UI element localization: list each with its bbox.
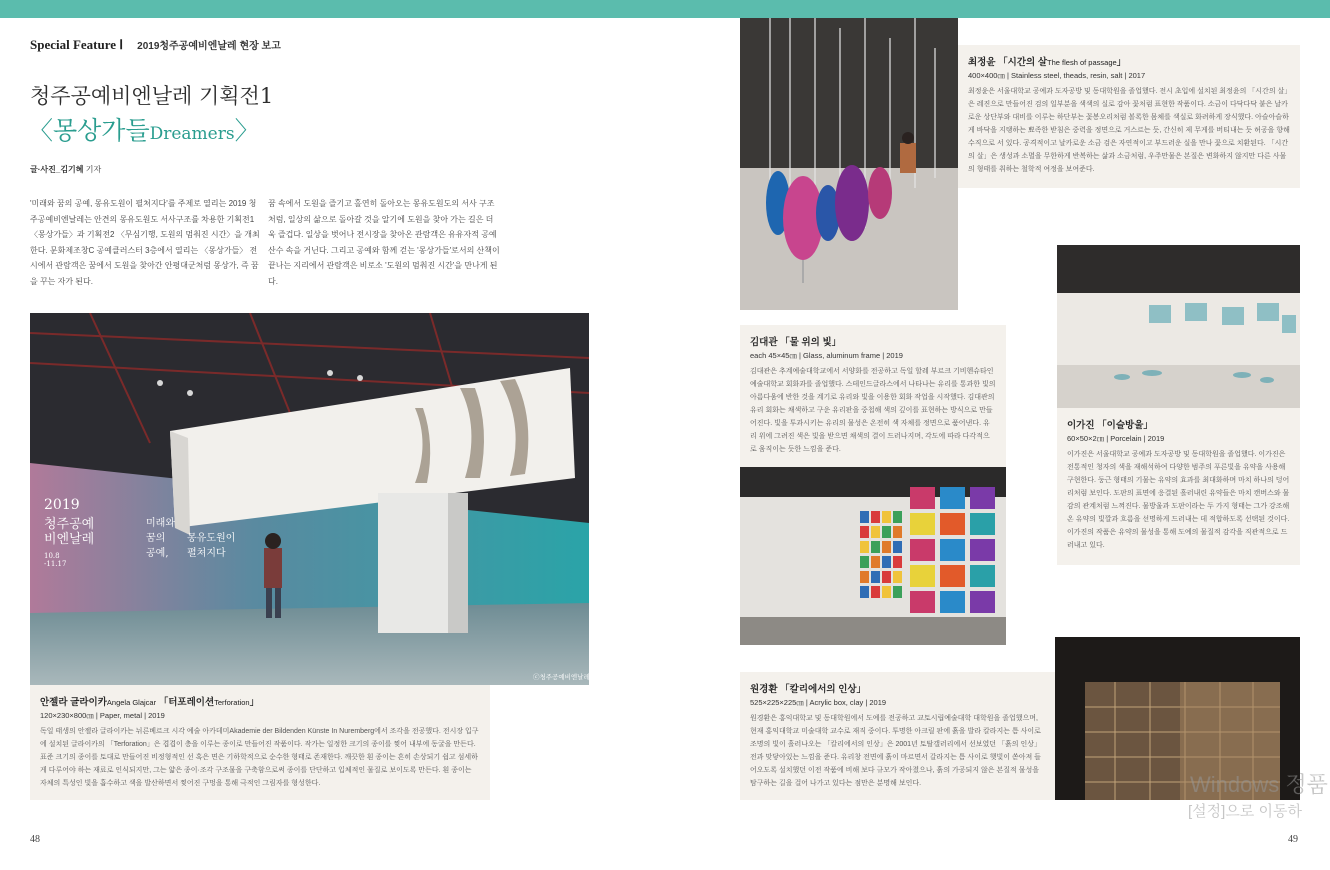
- caption-angela-spec: 120×230×800㎝ | Paper, metal | 2019: [40, 711, 165, 720]
- section-header: [30, 37, 281, 53]
- caption-won-title: 원경환 「칼리에서의 인상」: [750, 684, 867, 695]
- glass-tile: [940, 591, 965, 613]
- top-color-bar: [0, 0, 1330, 18]
- page-number-right: 49: [1288, 834, 1298, 845]
- page-number-left: 48: [30, 834, 40, 845]
- poster-slogan-1: 미래와: [146, 518, 175, 529]
- caption-angela-body: 독일 태생의 안젤라 글라이카는 뉘른베르크 시각 예술 아카데미Akademie der Bildenden Künste In Nuremberg에서 조각을 전공했다. 전시장 입구에 설치된 글라이카의 「Terforation」은 겹겹이 층을 이루는 종이로 만들어진 작품이다. 작가는 일정한 크기의 종이를 찢어 내부에 동굴을 만든다. 표준 크기의 종이를 토대로 만들어진 비정형적인 선 혹은 면은 기하학적으로 순수한 형태로 존재한다. 깨끗한 흰 종이는 흔히 손상되기 쉽고 섬세하게 다루어야 하는 재료로 인식되지만, 그는 얇은 종이·조각 구조물을 구축함으로써 종이를 단단하고 입체적인 물질로 보이도록 만든다. 흰 종이는 자체의 특성인 빛을 흡수하고 색을 발산하면서 찢어진 구멍을 통해 극적인 그림자를 형성한다.: [40, 728, 479, 787]
- poster-year: 2019: [44, 497, 80, 513]
- glass-tile: [970, 591, 995, 613]
- glass-tile: [940, 513, 965, 535]
- glass-tile: [893, 556, 902, 568]
- article-title: 청주공예비엔날레 기획전1: [30, 84, 274, 108]
- poster-slogan-4: 몽유도원이: [187, 533, 236, 544]
- glass-tile: [910, 591, 935, 613]
- poster-slogan-5: 펼쳐지다: [187, 548, 226, 559]
- glass-tile: [910, 539, 935, 561]
- byline: [30, 164, 101, 175]
- caption-won-body: 원경환은 홍익대학교 및 동대학원에서 도예를 전공하고 교토시립예술대학 대학원을 졸업했으며, 현재 홍익대학교 미술대학 교수로 재직 중이다. 투명한 아크릴 판에 흙을 발라 칼라지는 틈 사이로 조명의 빛이 흘러나오는 「칼리에서의 인상」은 2001년 토탈갤러리에서 선보였던 「흙의 인상」전과 맞닿아있는 느낌을 준다. 유리창 전면에 흙이 마르면서 갈라지는 틈 사이로 햇빛이 쏟아져 들어오도록 설치했던 이전 작품에 비해 보다 규모가 작아졌으나, 흙의 가공되지 않은 본질적 물성을 탐구하는 길을 걸어 나가고 있다는 점만은 분명해 보인다.: [750, 715, 1041, 787]
- feature-label: Special Feature Ⅰ: [30, 37, 124, 52]
- caption-choi-body: 최정윤은 서울대학교 공예과 도자공방 및 동대학원을 졸업했다. 전시 초입에 설치된 최정윤의 「시간의 살」은 레진으로 만들어진 검의 일부분을 색색의 실로 감아 꽃처럼 표현한 작품이다. 소금이 다닥다닥 붙은 날카로운 상단부와 대비를 이루는 하단부는 꽃봉오리처럼 볼록한 몸체를 색실로 화려하게 장식했다. 아슬아슬하게 바닥을 지탱하는 뾰족한 받침은 중력을 정면으로 거스르는 듯, 간신히 제 무게를 버티내는 듯 허공을 향해 수직으로 서 있다. 공격적이고 날카로운 소금 검은 자연적이고 부드러운 실을 만나 꽃으로 치환된다. 「시간의 살」은 생성과 소멸을 무한하게 반복하는 삶과 소금처럼, 우주만물은 본질은 변화하지 않지만 다른 사물의 형태를 취하는 철학적 여정을 보여준다.: [968, 88, 1290, 173]
- caption-kim: [740, 325, 1006, 467]
- glass-tile: [860, 571, 869, 583]
- caption-kim-body: 김대관은 추계예술대학교에서 서양화를 전공하고 독일 할레 부르크 기비헨슈타인 예술대학교 회화과를 졸업했다. 스테인드글라스에서 나타나는 유리를 통과한 빛의 아름다움에 반한 것을 계기로 유리와 빛을 이용한 회화 작업을 시작했다. 김대관의 유리 회화는 채색하고 구운 유리판을 중첩해 색의 깊이를 표현하는 방식으로 만들어진다. 빛을 투과시키는 유리의 물성은 온전히 색 자체를 정면으로 품어낸다. 유리 위에 그려진 색은 빛을 받으면 채색의 결이 드러나지며, 각도에 따라 다각적으로 움직이는 듯한 느낌을 준다.: [750, 368, 996, 453]
- glass-tile: [893, 526, 902, 538]
- caption-lee-body: 이가진은 서울대학교 공예과 도자공방 및 동대학원을 졸업했다. 이가진은 전통적인 청자의 색을 재해석하여 다양한 범주의 푸른빛을 유약을 사용해 구현한다. 둥근 형태의 기물는 유약의 효과를 최대화하며 마치 하나의 덩어리처럼 보인다. 도판의 표면에 응결된 흘러내린 유약들은 마치 캔버스와 물감의 관계처럼 느껴진다. 물방울과 도판이라는 두 가지 형태는 그가 강조해온 유약의 빛깔과 흐름을 선명하게 드러내는 데 적합하도록 선택된 것이다. 이가진의 작품은 유약의 물성을 통해 도예의 물질적 감각을 직관적으로 드러내고 있다.: [1067, 451, 1290, 549]
- poster-date-2: -11.17: [44, 560, 67, 568]
- caption-choi-spec: 400×400㎝ | Stainless steel, theads, resin, salt | 2017: [968, 71, 1146, 80]
- caption-angela: [30, 685, 490, 800]
- glass-tile: [940, 487, 965, 509]
- main-exhibition-photo: [30, 313, 589, 685]
- caption-choi-artist-work: 최정윤 「시간의 살: [968, 57, 1048, 68]
- intro-column-1: '미래와 꿈의 공예, 몽유도원이 펼쳐지다'를 주제로 열리는 2019 청주공예비엔날레는 안견의 몽유도원도 서사구조를 차용한 기획전1 〈몽상가들〉과 기획전2 〈무심기행, 도원의 멈춰진 시간〉을 개최한다. 문화제조창C 공예클러스터 3층에서 열리는 〈몽상가들〉 전시에서 관람객은 꿈에서 도원을 찾아간 안평대군처럼 몽상가, 즉 꿈을 꾸는 자가 된다.: [30, 199, 260, 286]
- glass-tile: [871, 541, 880, 553]
- glass-tile: [910, 513, 935, 535]
- glass-tile: [860, 541, 869, 553]
- glass-tile: [970, 487, 995, 509]
- glass-tile: [893, 571, 902, 583]
- caption-lee-title: 이가진 「이슬방울」: [1067, 420, 1153, 431]
- caption-angela-work-en: Terforation: [214, 698, 250, 707]
- poster-slogan-2: 꿈의: [146, 533, 166, 544]
- intro-column-2: 꿈 속에서 도원을 즐기고 홀연히 돌아오는 몽유도원도의 서사 구조처럼, 일상의 삶으로 돌아갈 것을 알기에 도원을 찾아 가는 길은 더욱 즐겁다. 일상을 벗어나 전시장을 찾아온 관람객은 유유자적 공예 산수 속을 거닌다. 그리고 공예와 함께 걷는 '몽상가들'로서의 산책이 끝나는 지리에서 관람객은 비로소 '도원의 멈춰진 시간'을 만나게 된다.: [268, 199, 500, 286]
- caption-angela-artist: 안젤라 글라이카: [40, 697, 107, 708]
- caption-angela-work: 「터포레이션: [158, 697, 215, 708]
- glass-tile: [882, 571, 891, 583]
- caption-angela-title: [40, 694, 480, 708]
- glass-tile: [860, 511, 869, 523]
- caption-kim-title: 김대관 「물 위의 빛」: [750, 337, 842, 348]
- caption-won: [740, 672, 1055, 800]
- caption-choi: [958, 45, 1300, 188]
- glass-tile: [882, 541, 891, 553]
- exhibition-title-en: Dreamers: [149, 124, 235, 144]
- caption-lee-spec: 60×50×2㎝ | Porcelain | 2019: [1067, 434, 1165, 443]
- poster-title-1: 청주공예: [44, 517, 95, 532]
- feature-subtitle: 2019청주공예비엔날레 현장 보고: [137, 41, 281, 52]
- byline-role: 기자: [83, 165, 102, 174]
- glass-tile: [882, 511, 891, 523]
- glass-tile: [910, 565, 935, 587]
- poster-title-2: 비엔날레: [44, 532, 95, 547]
- glass-tile: [940, 565, 965, 587]
- choi-artwork-photo: [740, 18, 958, 310]
- caption-angela-work-close: 」: [249, 697, 260, 708]
- glass-tile: [882, 586, 891, 598]
- glass-tile: [893, 511, 902, 523]
- glass-tile: [860, 586, 869, 598]
- glass-tile: [871, 511, 880, 523]
- glass-tile: [871, 526, 880, 538]
- poster-date-1: 10.8: [44, 552, 60, 560]
- glass-tile: [910, 487, 935, 509]
- glass-tile: [882, 526, 891, 538]
- glass-tile: [970, 513, 995, 535]
- glass-tile: [860, 526, 869, 538]
- glass-tile: [970, 565, 995, 587]
- poster-slogan-3: 공예,: [146, 548, 169, 559]
- glass-tile: [893, 541, 902, 553]
- glass-tile: [860, 556, 869, 568]
- caption-lee: [1057, 408, 1300, 565]
- glass-tile: [940, 539, 965, 561]
- caption-angela-artist-en: Angela Glajcar: [106, 698, 157, 707]
- glass-tile: [970, 539, 995, 561]
- activation-watermark-sub: [설정]으로 이동하: [1188, 803, 1302, 820]
- caption-kim-spec: each 45×45㎝ | Glass, aluminum frame | 2019: [750, 351, 903, 360]
- lee-artwork-photo: [1057, 245, 1300, 408]
- glass-tile: [882, 556, 891, 568]
- byline-label: 글·사진_: [30, 165, 61, 174]
- caption-choi-title: [968, 54, 1290, 68]
- photo-credit: ⓒ청주공예비엔날레: [533, 674, 590, 681]
- glass-tile: [893, 586, 902, 598]
- caption-choi-work-en: The flesh of passage: [1047, 58, 1117, 67]
- exhibition-title: [28, 111, 260, 147]
- glass-tile: [871, 586, 880, 598]
- exhibition-title-close: 〉: [234, 116, 260, 145]
- caption-won-spec: 525×225×225㎝ | Acrylic box, clay | 2019: [750, 698, 887, 707]
- glass-tile: [871, 556, 880, 568]
- glass-tile: [871, 571, 880, 583]
- activation-watermark: Windows 정품: [1190, 772, 1328, 797]
- exhibition-title-kr: 〈몽상가들: [28, 116, 150, 145]
- kim-artwork-photo: [740, 467, 1006, 645]
- caption-choi-work-close: 」: [1116, 57, 1127, 68]
- byline-name: 김기혜: [60, 165, 84, 174]
